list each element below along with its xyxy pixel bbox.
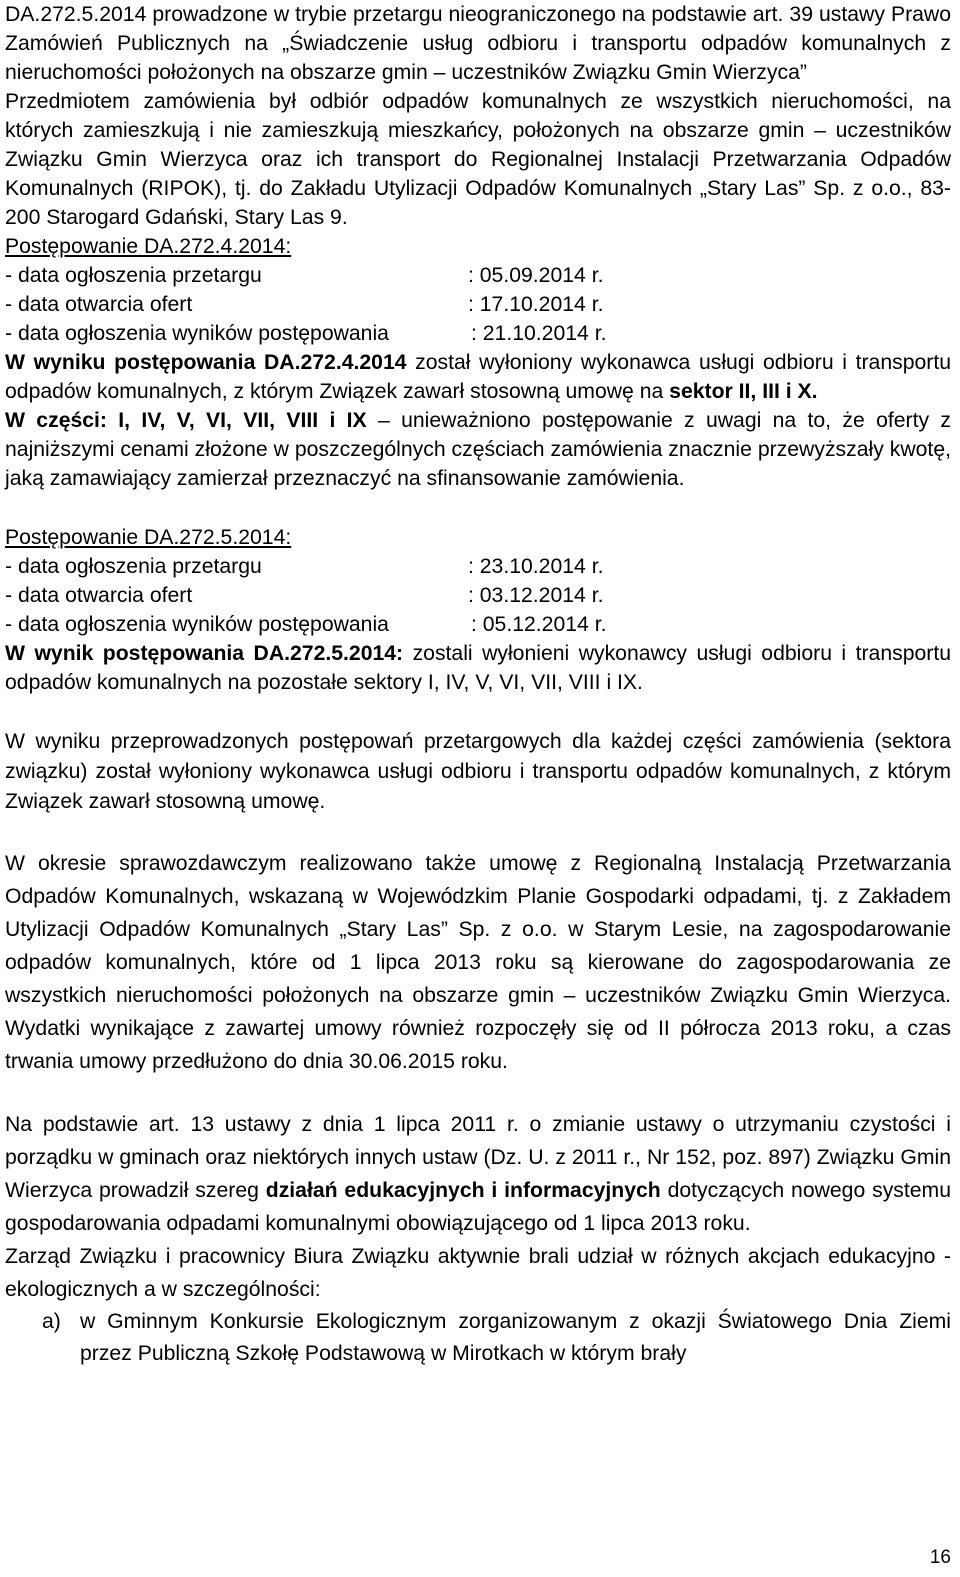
date-value: : 23.10.2014 r. (468, 555, 604, 578)
date-label: - data otwarcia ofert (5, 584, 193, 607)
date-label: - data otwarcia ofert (5, 293, 193, 316)
date-value: : 03.12.2014 r. (468, 584, 604, 607)
spacer (5, 1078, 951, 1108)
proc4-result-bold: W wyniku postępowania DA.272.4.2014 (5, 351, 407, 374)
list-item-text: w Gminnym Konkursie Ekologicznym zorganizowanym z okazji Światowego Dnia Ziemi przez Publiczną Szkołę Podstawową w Mirotkach w którym brały (80, 1310, 951, 1365)
education-bold: działań edukacyjnych i informacyjnych (265, 1179, 661, 1202)
date-label: - data ogłoszenia przetargu (5, 264, 262, 287)
date-value: : 21.10.2014 r. (471, 322, 607, 345)
intro-title: DA.272.5.2014 prowadzone w trybie przetargu nieograniczonego na podstawie art. 39 ustawy Prawo Zamówień Publicznych na „Świadczenie usług odbioru i transportu odpadów komunalnych z nieruchomości położonych na obszarze gmin – uczestników Związku Gmin Wierzyca” (5, 3, 951, 84)
education-text-2: dotyczących nowego systemu gospodarowania odpadami komunalnymi obowiązującego od 1 lipca 2013 roku. (5, 1179, 951, 1235)
proc5-result (5, 639, 951, 697)
date-label: - data ogłoszenia wyników postępowania (5, 613, 389, 636)
date-value: : 05.09.2014 r. (468, 264, 604, 287)
proc5-date-row (5, 610, 951, 639)
proc5-date-row (5, 581, 951, 610)
proc4-result-sectors: sektor II, III i X. (669, 380, 818, 403)
proc4-cancel-bold: W części: I, IV, V, VI, VII, VIII i IX (5, 409, 367, 432)
intro-subject: Przedmiotem zamówienia był odbiór odpadów komunalnych ze wszystkich nieruchomości, na których zamieszkują i nie zamieszkują mieszkańcy, położonych na obszarze gmin – uczestników Związku Gmin Wierzyca oraz ich transport do Regionalnej Instalacji Przetwarzania Odpadów Komunalnych (RIPOK), tj. do Zakładu Utylizacji Odpadów Komunalnych „Stary Las” Sp. z o.o., 83-200 Starogard Gdański, Stary Las 9. (5, 90, 951, 229)
spacer (5, 817, 951, 847)
list-marker: a) (42, 1310, 61, 1333)
ripok-paragraph: W okresie sprawozdawczym realizowano także umowę z Regionalną Instalacją Przetwarzania Odpadów Komunalnych, wskazaną w Wojewódzkim Planie Gospodarki odpadami, tj. z Zakładem Utylizacji Odpadów Komunalnych „Stary Las” Sp. z o.o. w Starym Lesie, na zagospodarowanie odpadów komunalnych, które od 1 lipca 2013 roku są kierowane do zagospodarowania ze wszystkich nieruchomości położonych na obszarze gmin – uczestników Związku Gmin Wierzyca. Wydatki wynikające z zawartej umowy również rozpoczęły się od II półrocza 2013 roku, a czas trwania umowy przedłużono do dnia 30.06.2015 roku. (5, 852, 951, 1073)
page-number: 16 (929, 1547, 951, 1568)
date-value: : 05.12.2014 r. (471, 613, 607, 636)
proc5-heading-text: Postępowanie DA.272.5.2014: (5, 526, 292, 549)
proc5-date-row (5, 552, 951, 581)
proc4-cancel (5, 406, 951, 493)
proc5-result-text: zostali wyłonieni wykonawcy usługi odbioru i transportu odpadów komunalnych na pozostałe sektory I, IV, V, VI, VII, VIII i IX. (5, 642, 951, 694)
date-label: - data ogłoszenia przetargu (5, 555, 262, 578)
list-item (5, 1306, 951, 1370)
proc5-heading (5, 523, 951, 552)
education-paragraph (5, 1108, 951, 1240)
summary-paragraph: W wyniku przeprowadzonych postępowań przetargowych dla każdej części zamówienia (sektora związku) został wyłoniony wykonawca usługi odbioru i transportu odpadów komunalnych, z którym Związek zawarł stosowną umowę. (5, 730, 951, 813)
education-text-1: Na podstawie art. 13 ustawy z dnia 1 lipca 2011 r. o zmianie ustawy o utrzymaniu czystości i porządku w gminach oraz niektórych innych ustaw (Dz. U. z 2011 r., Nr 152, poz. 897) Związku Gmin Wierzyca prowadził szereg (5, 1113, 951, 1202)
proc4-date-row (5, 290, 951, 319)
spacer (5, 493, 951, 523)
board-paragraph: Zarząd Związku i pracownicy Biura Związku aktywnie brali udział w różnych akcjach edukacyjno - ekologicznych a w szczególności: (5, 1245, 951, 1301)
date-value: : 17.10.2014 r. (468, 293, 604, 316)
date-label: - data ogłoszenia wyników postępowania (5, 322, 389, 345)
proc4-date-row (5, 261, 951, 290)
spacer (5, 697, 951, 727)
proc5-result-bold: W wynik postępowania DA.272.5.2014: (5, 642, 404, 665)
proc4-heading (5, 232, 951, 261)
proc4-heading-text: Postępowanie DA.272.4.2014: (5, 235, 292, 258)
proc4-cancel-text: – unieważniono postępowanie z uwagi na to, że oferty z najniższymi cenami złożone w poszczególnych częściach zamówienia znacznie przewyższały kwotę, jaką zamawiający zamierzał przeznaczyć na sfinansowanie zamówienia. (5, 409, 951, 490)
proc4-result (5, 348, 951, 406)
document-page (5, 0, 951, 1370)
proc4-date-row (5, 319, 951, 348)
proc4-result-text: został wyłoniony wykonawca usługi odbioru i transportu odpadów komunalnych, z którym Związek zawarł stosowną umowę na (5, 351, 951, 403)
